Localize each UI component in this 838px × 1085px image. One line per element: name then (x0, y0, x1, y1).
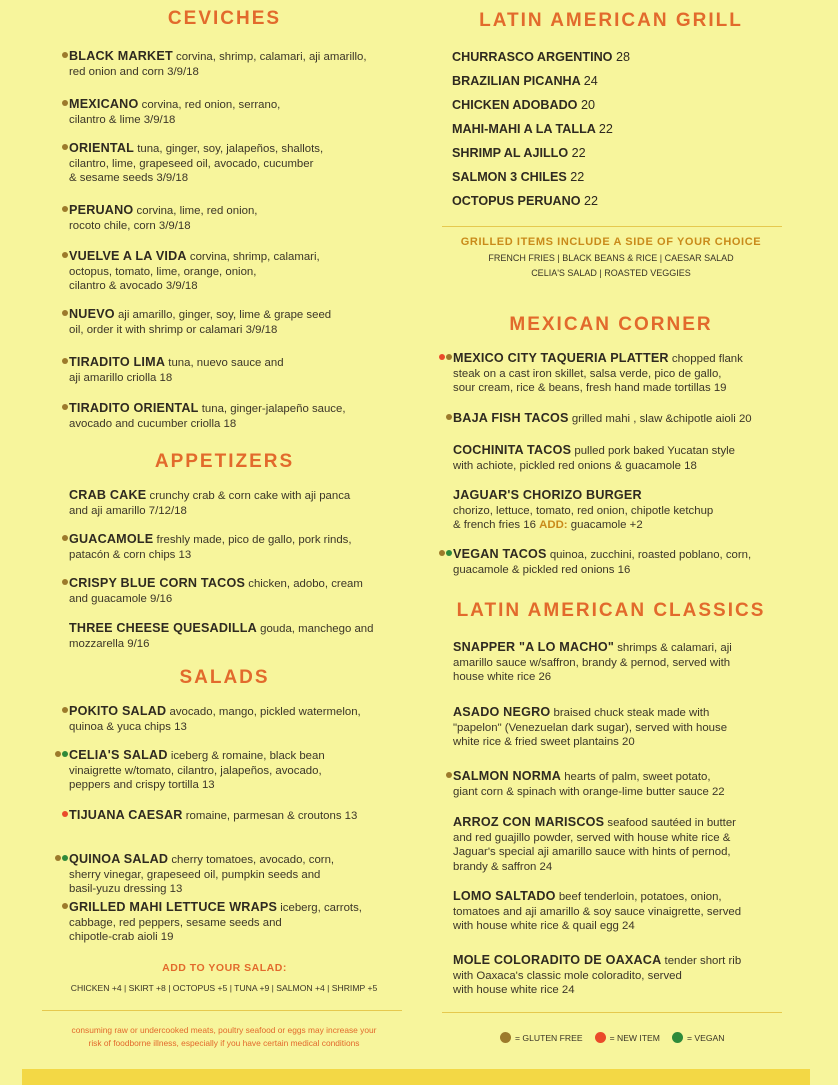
menu-item-description-text: & french fries 16 (453, 519, 536, 532)
menu-item-description: tuna, ginger-jalapeño sauce, (201, 403, 346, 415)
menu-item-name: TIRADITO ORIENTAL (69, 401, 199, 415)
menu-item-description: corvina, shrimp, calamari, (189, 251, 320, 263)
menu-item-description (453, 721, 813, 736)
menu-item-description: aji amarillo, ginger, soy, lime & grape seed (117, 309, 332, 321)
diet-markers (62, 535, 68, 541)
menu-item-description-text: white rice & fried sweet plantains 20 (453, 736, 635, 749)
gluten-free-dot-icon (62, 358, 68, 364)
grill-menu-item (452, 50, 630, 64)
menu-item-description-text: cilantro & avocado 3/9/18 (69, 280, 198, 293)
menu-item-description-text: tomatoes and aji amarillo & soy sauce vinaigrette, served (453, 905, 742, 918)
menu-item (436, 351, 813, 396)
menu-item-name: NUEVO (69, 307, 115, 321)
disclaimer-line: consuming raw or undercooked meats, poultry seafood or eggs may increase your (71, 1025, 377, 1035)
vegan-dot-icon (446, 550, 452, 556)
gluten-free-dot-icon (62, 404, 68, 410)
menu-item-line (453, 815, 813, 831)
menu-item (436, 443, 813, 473)
gluten-free-dot-icon (446, 772, 452, 778)
menu-item-description (453, 381, 813, 396)
grill-menu-item (452, 194, 598, 208)
menu-item (436, 705, 813, 750)
menu-item-price: 28 (615, 50, 630, 64)
diet-markers (446, 414, 452, 420)
menu-item-description-text: aji amarillo criolla 18 (69, 371, 173, 384)
menu-item-description-text: guacamole & pickled red onions 16 (453, 563, 631, 576)
grill-menu-item (452, 98, 595, 112)
menu-item-line (69, 748, 419, 764)
add-to-salad-options: CHICKEN +4 | SKIRT +8 | OCTOPUS +5 | TUNA +9 | SALMON +4 | SHRIMP +5 (70, 983, 378, 993)
diet-markers (62, 310, 68, 316)
menu-item-description-text: vinaigrette w/tomato, cilantro, jalapeños, avocado, (69, 764, 322, 777)
gluten-free-dot-icon (446, 354, 452, 360)
menu-item-name: SNAPPER "A LO MACHO" (453, 640, 615, 654)
section-title-salads: SALADS (179, 667, 270, 688)
menu-item-description (69, 637, 419, 652)
gluten-free-dot-icon (62, 52, 68, 58)
menu-item-name: MEXICANO (69, 97, 139, 111)
legend-gluten-free: = GLUTEN FREE (515, 1032, 583, 1043)
menu-item (52, 203, 419, 233)
menu-item (52, 808, 419, 824)
menu-item-name: TIJUANA CAESAR (69, 808, 183, 822)
menu-item-description-text: amarillo sauce w/saffron, brandy & pernod, served with (453, 656, 731, 669)
menu-item-description (453, 518, 813, 533)
menu-item-line (453, 443, 813, 459)
menu-item-description-text: cabbage, red peppers, sesame seeds and (69, 916, 282, 929)
menu-item-line (453, 351, 813, 367)
menu-item-name: CHICKEN ADOBADO (452, 98, 578, 112)
diet-legend (500, 1032, 724, 1043)
menu-item-description-text: and guacamole 9/16 (69, 592, 173, 605)
menu-item-description: corvina, shrimp, calamari, aji amarillo, (176, 51, 367, 63)
menu-item (52, 141, 419, 186)
menu-item-name: VUELVE A LA VIDA (69, 249, 187, 263)
diet-markers (62, 404, 68, 410)
menu-item-line (69, 852, 419, 868)
menu-item-name: MOLE COLORADITO DE OAXACA (453, 953, 662, 967)
menu-item-description-text: sour cream, rice & beans, fresh hand made tortillas 19 (453, 382, 727, 395)
menu-item-description-text: peppers and crispy tortilla 13 (69, 779, 215, 792)
add-to-salad-title: ADD TO YOUR SALAD: (162, 962, 287, 974)
vegan-dot-icon (672, 1032, 683, 1043)
menu-item-name: GUACAMOLE (69, 532, 154, 546)
menu-item-description (69, 882, 419, 897)
menu-item-description (69, 323, 419, 338)
menu-item-line (453, 547, 813, 563)
menu-item-name: MAHI-MAHI A LA TALLA (452, 122, 596, 136)
menu-item-line (69, 576, 419, 592)
gluten-free-dot-icon (62, 144, 68, 150)
diet-markers (62, 100, 68, 106)
menu-item-description-text: sherry vinegar, grapeseed oil, pumpkin seeds and (69, 868, 321, 881)
diet-markers (62, 206, 68, 212)
menu-item-name: MEXICO CITY TAQUERIA PLATTER (453, 351, 669, 365)
legend-vegan: = VEGAN (686, 1032, 725, 1043)
menu-item (52, 488, 419, 518)
menu-item-name: THREE CHEESE QUESADILLA (69, 621, 257, 635)
menu-item (52, 900, 419, 945)
menu-item-description (453, 670, 813, 685)
menu-item-description (453, 735, 813, 750)
menu-item-description (453, 905, 813, 920)
gluten-free-dot-icon (500, 1032, 511, 1043)
diet-markers (62, 144, 68, 150)
menu-item-description-text: chorizo, lettuce, tomato, red onion, chipotle ketchup (453, 504, 714, 517)
menu-item (436, 488, 813, 533)
menu-item-description-text: chipotle-crab aioli 19 (69, 931, 174, 944)
menu-item-name: CRAB CAKE (69, 488, 147, 502)
menu-item-description-text: brandy & saffron 24 (453, 860, 553, 873)
menu-item-name: ORIENTAL (69, 141, 135, 155)
menu-item-name: GRILLED MAHI LETTUCE WRAPS (69, 900, 278, 914)
menu-item-line (453, 640, 813, 656)
menu-item-description: quinoa, zucchini, roasted poblano, corn, (549, 549, 752, 561)
grill-menu-item (452, 122, 613, 136)
menu-item-description: beef tenderloin, potatoes, onion, (558, 891, 722, 903)
menu-item-description: hearts of palm, sweet potato, (564, 771, 711, 783)
menu-item-description (453, 563, 813, 578)
menu-item-description: freshly made, pico de gallo, pork rinds, (156, 534, 352, 546)
grill-menu-item (452, 170, 584, 184)
diet-markers (62, 252, 68, 258)
menu-item-line (453, 889, 813, 905)
menu-item-name: TIRADITO LIMA (69, 355, 166, 369)
menu-item-line (69, 97, 419, 113)
menu-item-name: COCHINITA TACOS (453, 443, 572, 457)
menu-item (436, 889, 813, 934)
section-title-ceviches: CEVICHES (167, 8, 282, 29)
grill-menu-item (452, 146, 586, 160)
menu-item-line (453, 705, 813, 721)
section-title-classics: LATIN AMERICAN CLASSICS (456, 600, 766, 621)
menu-item-line (69, 532, 419, 548)
gluten-free-dot-icon (62, 535, 68, 541)
menu-item-name: SHRIMP AL AJILLO (452, 146, 569, 160)
add-on-label: ADD: (539, 519, 568, 532)
menu-item-line (69, 355, 419, 371)
menu-item-description-text: & sesame seeds 3/9/18 (69, 172, 189, 185)
menu-item-description-text: avocado and cucumber criolla 18 (69, 417, 237, 430)
menu-item-description-text: patacón & corn chips 13 (69, 548, 192, 561)
diet-markers (446, 772, 452, 778)
menu-item-description-text: octopus, tomato, lime, orange, onion, (69, 265, 257, 278)
menu-item-price: 22 (570, 170, 585, 184)
menu-item-price: 22 (584, 194, 599, 208)
menu-item-name: SALMON 3 CHILES (452, 170, 567, 184)
menu-item-description: tuna, nuevo sauce and (168, 357, 284, 369)
menu-item-description: avocado, mango, pickled watermelon, (169, 706, 361, 718)
grill-sides-line: FRENCH FRIES | BLACK BEANS & RICE | CAESAR SALAD (488, 253, 734, 263)
menu-item-description: seafood sautéed in butter (607, 817, 736, 829)
menu-item-name: CRISPY BLUE CORN TACOS (69, 576, 246, 590)
menu-item (436, 547, 813, 577)
menu-item-description: grilled mahi , slaw &chipotle aioli 20 (571, 413, 752, 425)
menu-item-description-text: steak on a cast iron skillet, salsa verde, pico de gallo, (453, 367, 722, 380)
menu-item-description (69, 157, 419, 172)
disclaimer-line: risk of foodborne illness, especially if you have certain medical conditions (88, 1038, 360, 1048)
new-item-dot-icon (62, 811, 68, 817)
new-item-dot-icon (439, 354, 445, 360)
menu-item-description (69, 171, 419, 186)
gluten-free-dot-icon (439, 550, 445, 556)
menu-item-description (453, 504, 813, 519)
menu-item-line (69, 307, 419, 323)
menu-item-description: iceberg, carrots, (280, 902, 362, 914)
menu-item-description: shrimps & calamari, aji (617, 642, 732, 654)
menu-item-name: BLACK MARKET (69, 49, 173, 63)
menu-item-name: CHURRASCO ARGENTINO (452, 50, 613, 64)
menu-item (436, 411, 813, 427)
diet-markers (62, 811, 68, 817)
gluten-free-dot-icon (62, 206, 68, 212)
menu-item-line (453, 411, 813, 427)
menu-item (52, 576, 419, 606)
menu-item-description (69, 720, 419, 735)
menu-item-price: 20 (580, 98, 595, 112)
menu-item (52, 307, 419, 337)
menu-item (52, 748, 419, 793)
menu-item-line (69, 249, 419, 265)
diet-markers (62, 707, 68, 713)
menu-item-description (69, 868, 419, 883)
add-on-text: guacamole +2 (570, 519, 643, 532)
gluten-free-dot-icon (62, 707, 68, 713)
menu-item-description-text: rocoto chile, corn 3/9/18 (69, 219, 191, 232)
menu-item-description (69, 417, 419, 432)
menu-item-description: braised chuck steak made with (553, 707, 710, 719)
menu-item-description: iceberg & romaine, black bean (170, 750, 325, 762)
section-title-appetizers: APPETIZERS (154, 451, 295, 472)
diet-markers (439, 550, 452, 556)
divider (442, 226, 782, 227)
menu-item-description (69, 219, 419, 234)
grill-sides-title: GRILLED ITEMS INCLUDE A SIDE OF YOUR CHOICE (460, 236, 762, 248)
menu-item-name: JAGUAR'S CHORIZO BURGER (453, 488, 642, 502)
menu-item-name: ASADO NEGRO (453, 705, 551, 719)
menu-item-line (69, 203, 419, 219)
menu-item-line (69, 141, 419, 157)
menu-item-name: VEGAN TACOS (453, 547, 547, 561)
menu-item-description: corvina, red onion, serrano, (141, 99, 281, 111)
menu-item-line (69, 808, 419, 824)
menu-item-name: POKITO SALAD (69, 704, 167, 718)
menu-item-line (69, 704, 419, 720)
menu-item-description-text: oil, order it with shrimp or calamari 3/9/18 (69, 323, 278, 336)
menu-item-name: ARROZ CON MARISCOS (453, 815, 605, 829)
menu-item-description (69, 916, 419, 931)
menu-item-description: tuna, ginger, soy, jalapeños, shallots, (137, 143, 324, 155)
section-title-mexican: MEXICAN CORNER (509, 314, 713, 335)
menu-item (52, 704, 419, 734)
gluten-free-dot-icon (62, 100, 68, 106)
gluten-free-dot-icon (62, 252, 68, 258)
diet-markers (439, 354, 452, 360)
diet-markers (62, 903, 68, 909)
menu-item-description: tender short rib (664, 955, 742, 967)
menu-item-description-text: "papelon" (Venezuelan dark sugar), served with house (453, 721, 728, 734)
diet-markers (62, 358, 68, 364)
menu-item (52, 532, 419, 562)
menu-item (52, 852, 419, 897)
menu-item-description-text: with achiote, pickled red onions & guacamole 18 (453, 459, 697, 472)
new-item-dot-icon (595, 1032, 606, 1043)
menu-item-description (453, 656, 813, 671)
menu-item-description (453, 831, 813, 846)
menu-item-line (69, 900, 419, 916)
menu-item-price: 22 (598, 122, 613, 136)
menu-item-description: chicken, adobo, cream (248, 578, 363, 590)
gluten-free-dot-icon (446, 414, 452, 420)
menu-item-description (453, 860, 813, 875)
menu-item-description (453, 459, 813, 474)
menu-item-description-text: with house white rice 24 (453, 984, 575, 997)
menu-item-description-text: house white rice 26 (453, 671, 552, 684)
menu-item-description (69, 592, 419, 607)
gluten-free-dot-icon (55, 855, 61, 861)
menu-item (436, 815, 813, 874)
menu-item-line (69, 49, 419, 65)
menu-item-description-text: cilantro & lime 3/9/18 (69, 113, 176, 126)
menu-item-description (69, 113, 419, 128)
menu-item-description (69, 65, 419, 80)
menu-item-description (69, 764, 419, 779)
menu-item (52, 249, 419, 294)
grill-sides-box (436, 236, 786, 278)
menu-item-description-text: and red guajillo powder, served with house white rice & (453, 831, 731, 844)
menu-item-description: corvina, lime, red onion, (136, 205, 258, 217)
food-safety-disclaimer (44, 1024, 404, 1050)
diet-markers (55, 855, 68, 861)
menu-item-price: 22 (571, 146, 586, 160)
menu-item-description: crunchy crab & corn cake with aji panca (149, 490, 351, 502)
menu-item-description-text: red onion and corn 3/9/18 (69, 65, 199, 78)
divider (442, 1012, 782, 1013)
gluten-free-dot-icon (62, 310, 68, 316)
menu-item-description: pulled pork baked Yucatan style (574, 445, 736, 457)
menu-item-description (69, 548, 419, 563)
menu-item-description: gouda, manchego and (260, 623, 374, 635)
menu-item-name: OCTOPUS PERUANO (452, 194, 581, 208)
grill-sides-line: CELIA'S SALAD | ROASTED VEGGIES (531, 268, 691, 278)
menu-item-description-text: Jaguar's special aji amarillo sauce with hints of pernod, (453, 846, 731, 859)
grill-menu-item (452, 74, 598, 88)
vegan-dot-icon (62, 751, 68, 757)
menu-item-description-text: with house white rice & quail egg 24 (453, 920, 635, 933)
menu-item-description (69, 279, 419, 294)
menu-item-description (453, 367, 813, 382)
divider (42, 1010, 402, 1011)
menu-item-description (69, 930, 419, 945)
menu-item-description (453, 919, 813, 934)
menu-item-line (453, 488, 813, 504)
diet-markers (55, 751, 68, 757)
menu-item-description (69, 778, 419, 793)
gluten-free-dot-icon (55, 751, 61, 757)
menu-item (52, 49, 419, 79)
menu-item (436, 769, 813, 799)
menu-item (52, 355, 419, 385)
menu-item-description-text: cilantro, lime, grapeseed oil, avocado, cucumber (69, 157, 314, 170)
menu-item-name: BRAZILIAN PICANHA (452, 74, 581, 88)
diet-markers (62, 52, 68, 58)
menu-item-line (69, 488, 419, 504)
menu-item-name: CELIA'S SALAD (69, 748, 168, 762)
menu-item-description (453, 845, 813, 860)
menu-item (52, 621, 419, 651)
legend-new-item: = NEW ITEM (609, 1032, 660, 1043)
diet-markers (62, 579, 68, 585)
menu-item (436, 640, 813, 685)
menu-item-description (453, 785, 813, 800)
section-title-grill: LATIN AMERICAN GRILL (479, 10, 743, 31)
gluten-free-dot-icon (62, 579, 68, 585)
menu-item-description (453, 969, 813, 984)
menu-item (52, 401, 419, 431)
menu-item-description-text: giant corn & spinach with orange-lime butter sauce 22 (453, 785, 725, 798)
menu-item-name: LOMO SALTADO (453, 889, 556, 903)
menu-item (436, 953, 813, 998)
menu-item-description (453, 983, 813, 998)
menu-item-description-text: quinoa & yuca chips 13 (69, 720, 187, 733)
menu-item-name: PERUANO (69, 203, 134, 217)
menu-item-description: cherry tomatoes, avocado, corn, (171, 854, 335, 866)
menu-item-description (69, 371, 419, 386)
menu-item-description (69, 504, 419, 519)
menu-item-line (453, 953, 813, 969)
menu-item-name: SALMON NORMA (453, 769, 562, 783)
menu-item (52, 97, 419, 127)
menu-item-price: 24 (583, 74, 598, 88)
menu-item-description-text: and aji amarillo 7/12/18 (69, 504, 187, 517)
menu-item-name: BAJA FISH TACOS (453, 411, 569, 425)
menu-item-line (69, 621, 419, 637)
menu-item-description (69, 265, 419, 280)
menu-item-description-text: with Oaxaca's classic mole coloradito, served (453, 969, 682, 982)
footer-color-band (22, 1069, 810, 1085)
menu-item-description: romaine, parmesan & croutons 13 (185, 810, 358, 822)
menu-item-description: chopped flank (671, 353, 743, 365)
menu-item-description-text: basil-yuzu dressing 13 (69, 883, 183, 896)
menu-item-description-text: mozzarella 9/16 (69, 637, 150, 650)
menu-item-line (69, 401, 419, 417)
menu-item-line (453, 769, 813, 785)
menu-item-name: QUINOA SALAD (69, 852, 169, 866)
vegan-dot-icon (62, 855, 68, 861)
gluten-free-dot-icon (62, 903, 68, 909)
